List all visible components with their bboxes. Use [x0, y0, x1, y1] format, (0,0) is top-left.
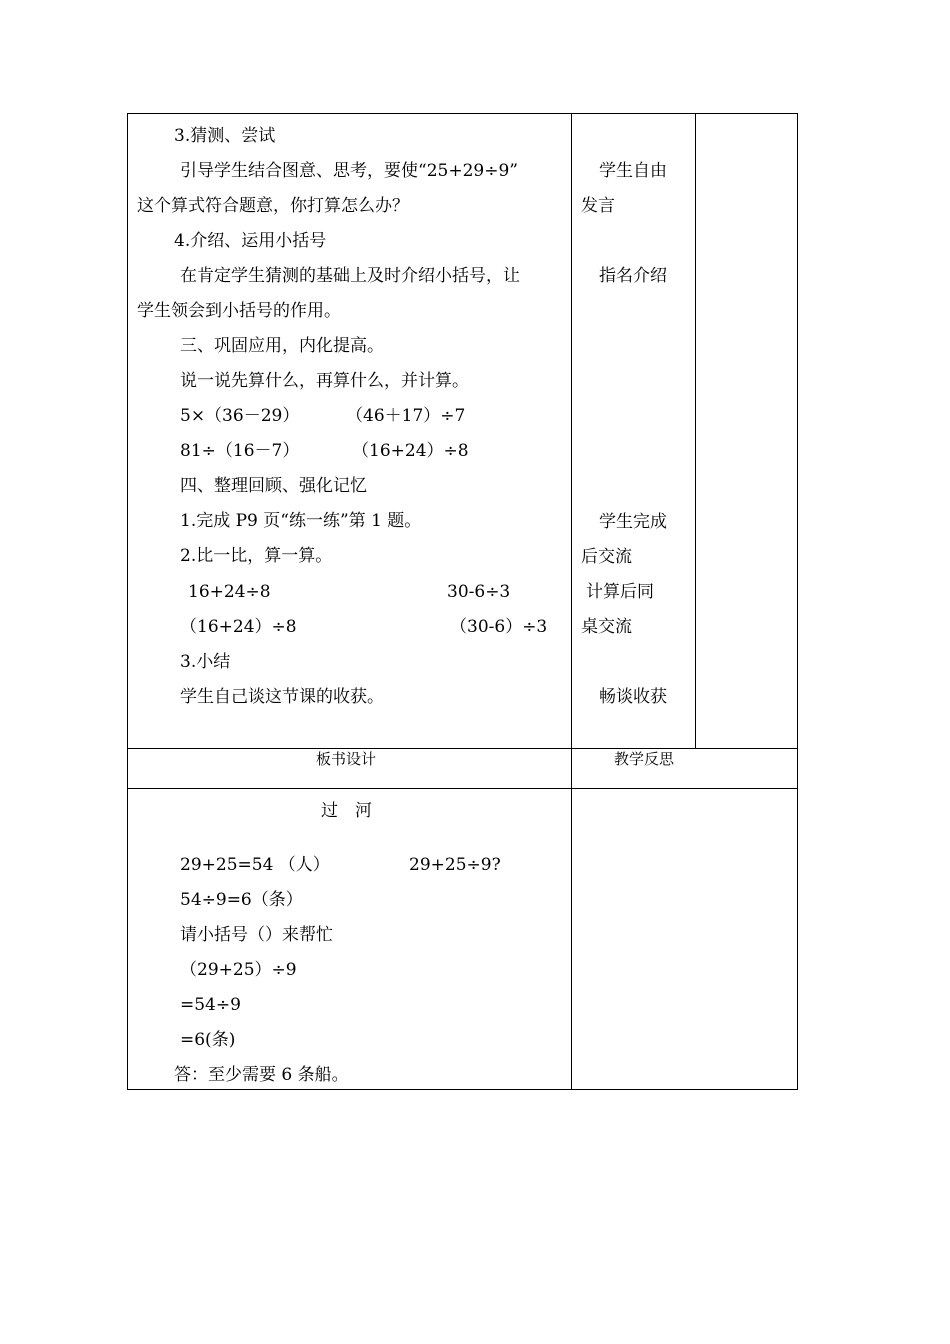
column-divider-activity	[695, 113, 696, 749]
board-line-3: 54÷9=6（条）	[180, 890, 303, 910]
activity-line-5: 后交流	[581, 547, 632, 567]
board-line-2: 29+25÷9?	[409, 855, 501, 875]
section-3-text: 说一说先算什么，再算什么，并计算。	[180, 371, 469, 391]
summary-text: 学生自己谈这节课的收获。	[180, 687, 384, 707]
board-line-7: =6(条)	[180, 1030, 236, 1050]
board-line-4: 请小括号（）来帮忙	[180, 925, 333, 945]
table-right-border	[797, 113, 798, 1090]
row-divider-2	[127, 788, 798, 789]
section-4-item-2: 2.比一比，算一算。	[180, 546, 333, 566]
activity-line-6: 计算后同	[586, 582, 654, 602]
teaching-reflection-header: 教学反思	[614, 750, 675, 768]
step-3-text-2: 这个算式符合题意，你打算怎么办？	[137, 196, 409, 216]
exercise-1-d: （16+24）÷8	[352, 441, 469, 461]
exercise-2-c: （16+24）÷8	[180, 617, 297, 637]
summary-heading: 3.小结	[180, 652, 231, 672]
board-answer: 答：至少需要 6 条船。	[174, 1065, 349, 1085]
step-3-text-1: 引导学生结合图意、思考，要使“25+29÷9”	[180, 161, 518, 181]
exercise-1-a: 5×（36－29）	[180, 406, 300, 426]
step-3-heading: 3.猜测、尝试	[174, 126, 276, 146]
activity-line-1: 学生自由	[599, 161, 667, 181]
activity-line-4: 学生完成	[599, 512, 667, 532]
board-design-header: 板书设计	[316, 750, 377, 768]
exercise-1-c: 81÷（16－7）	[180, 441, 300, 461]
exercise-1-b: （46＋17）÷7	[346, 406, 466, 426]
board-title: 过 河	[321, 801, 372, 821]
table-left-border	[127, 113, 128, 1090]
section-4-item-1: 1.完成 P9 页“练一练”第 1 题。	[180, 511, 422, 531]
step-4-text-2: 学生领会到小括号的作用。	[137, 301, 341, 321]
table-bottom-border	[127, 1089, 798, 1090]
row-divider-1	[127, 748, 798, 749]
exercise-2-d: （30-6）÷3	[450, 617, 548, 637]
step-4-text-1: 在肯定学生猜测的基础上及时介绍小括号，让	[180, 266, 520, 286]
exercise-2-b: 30-6÷3	[447, 582, 511, 602]
section-3-heading: 三、巩固应用，内化提高。	[180, 336, 384, 356]
activity-line-2: 发言	[581, 196, 615, 216]
activity-line-7: 桌交流	[581, 617, 632, 637]
table-top-border	[127, 113, 798, 114]
section-4-heading: 四、整理回顾、强化记忆	[180, 476, 367, 496]
column-divider-main	[571, 113, 572, 1090]
board-line-1: 29+25=54 （人）	[180, 855, 330, 875]
exercise-2-a: 16+24÷8	[188, 582, 271, 602]
activity-line-8: 畅谈收获	[599, 687, 667, 707]
board-line-6: =54÷9	[180, 995, 241, 1015]
board-line-5: （29+25）÷9	[180, 960, 297, 980]
step-4-heading: 4.介绍、运用小括号	[174, 231, 327, 251]
activity-line-3: 指名介绍	[599, 266, 667, 286]
